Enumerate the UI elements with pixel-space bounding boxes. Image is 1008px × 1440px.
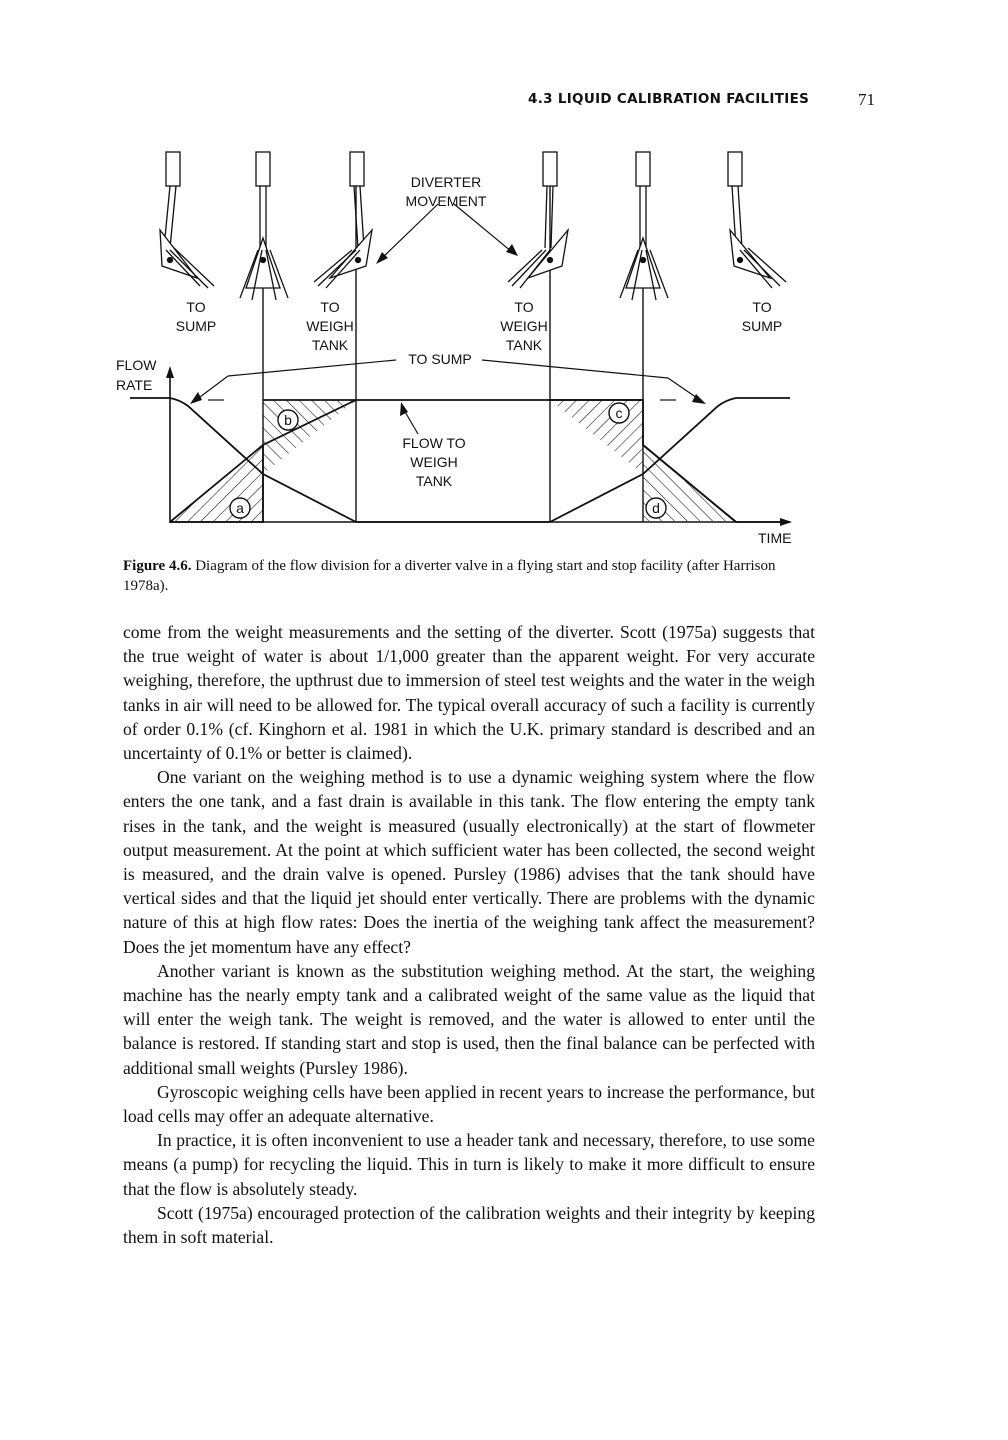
label-to-weigh-right-2: WEIGH xyxy=(500,318,548,334)
figure-caption xyxy=(123,556,823,596)
label-diverter-2: MOVEMENT xyxy=(405,193,487,209)
label-to-sump-right-1: TO xyxy=(752,299,772,315)
label-to-sump-left-1: TO xyxy=(186,299,206,315)
body-text xyxy=(123,620,815,1249)
label-to-sump-center: TO SUMP xyxy=(408,351,472,367)
label-flow-rate-1: FLOW xyxy=(116,357,157,373)
paragraph-2: One variant on the weighing method is to use a dynamic weighing system where the flow enters the one tank, and a fast drain is available in this tank. The flow entering the empty tank rises in the tank, and the weight is measured (usually electronically) at the start of flowmeter output measurement. At the point at which sufficient water has been collected, the second weight is measured, and the drain valve is opened. Pursley (1986) advises that the tank should have vertical sides and that the liquid jet should enter vertically. There are problems with the dynamic nature of this at high flow rates: Does the inertia of the weighing tank affect the measurement? Does the jet momentum have any effect? xyxy=(123,767,815,957)
label-to-weigh-left-3: TANK xyxy=(311,337,349,353)
diverter-arrow-right xyxy=(454,204,512,252)
diverter-nozzle-2 xyxy=(240,152,288,300)
y-axis-arrow xyxy=(166,366,174,378)
section-title: 4.3 LIQUID CALIBRATION FACILITIES xyxy=(528,91,810,107)
label-c: c xyxy=(615,405,623,421)
to-sump-pointer-left xyxy=(228,360,396,376)
paragraph-4: Gyroscopic weighing cells have been applied in recent years to increase the performance, but load cells may offer an adequate alternative. xyxy=(123,1081,815,1127)
diverter-nozzle-3 xyxy=(314,152,372,288)
flow-to-weigh-pointer xyxy=(404,410,418,434)
label-flow-to-weigh-1: FLOW TO xyxy=(402,435,466,451)
diverter-nozzle-4 xyxy=(508,152,568,288)
to-sump-pointer-right xyxy=(482,360,668,378)
caption-text: Diagram of the flow division for a diverter valve in a flying start and stop facility (after Harrison 1978a). xyxy=(123,558,776,594)
diverter-arrow-left xyxy=(380,204,438,260)
label-b: b xyxy=(284,412,292,428)
label-to-weigh-right-1: TO xyxy=(514,299,534,315)
label-time: TIME xyxy=(758,530,792,546)
label-to-weigh-right-3: TANK xyxy=(505,337,543,353)
label-to-sump-right-2: SUMP xyxy=(741,318,783,334)
label-diverter-1: DIVERTER xyxy=(410,174,482,190)
caption-label: Figure 4.6. xyxy=(123,558,192,574)
running-header xyxy=(0,91,1008,115)
diagram-svg xyxy=(100,138,820,558)
paragraph-1: come from the weight measurements and the setting of the diverter. Scott (1975a) suggests that the true weight of water is about 1/1,000 greater than the apparent weight. For very accurate weighing, therefore, the upthrust due to immersion of steel test weights and the water in the weigh tanks in air will need to be allowed for. The typical overall accuracy of such a facility is currently of order 0.1% (cf. Kinghorn et al. 1981 in which the U.K. primary standard is described and an uncertainty of 0.1% or better is claimed). xyxy=(123,622,815,764)
label-to-sump-left-2: SUMP xyxy=(175,318,217,334)
label-a: a xyxy=(236,500,244,516)
label-flow-to-weigh-2: WEIGH xyxy=(410,454,458,470)
paragraph-6: Scott (1975a) encouraged protection of the calibration weights and their integrity by keeping them in soft material. xyxy=(123,1202,815,1248)
diverter-nozzle-6 xyxy=(728,152,786,288)
label-to-weigh-left-1: TO xyxy=(320,299,340,315)
diverter-nozzle-1 xyxy=(160,152,214,288)
label-flow-rate-2: RATE xyxy=(116,377,153,393)
label-flow-to-weigh-3: TANK xyxy=(415,473,453,489)
label-d: d xyxy=(652,500,660,516)
paragraph-5: In practice, it is often inconvenient to use a header tank and necessary, therefore, to use some means (a pump) for recycling the liquid. This in turn is likely to make it more difficult to ensure that the flow is absolutely steady. xyxy=(123,1130,815,1199)
label-to-weigh-left-2: WEIGH xyxy=(306,318,354,334)
hatched-region-b xyxy=(263,400,356,474)
diverter-nozzle-5 xyxy=(620,152,668,300)
figure-diverter-diagram xyxy=(100,138,820,558)
page-number: 71 xyxy=(858,90,875,109)
paragraph-3: Another variant is known as the substitution weighing method. At the start, the weighing machine has the nearly empty tank and a calibrated weight of the same value as the liquid that will enter the weigh tank. The weight is removed, and the water is allowed to enter until the balance is restored. If standing start and stop is used, then the final balance can be perfected with additional small weights (Pursley 1986). xyxy=(123,960,815,1078)
